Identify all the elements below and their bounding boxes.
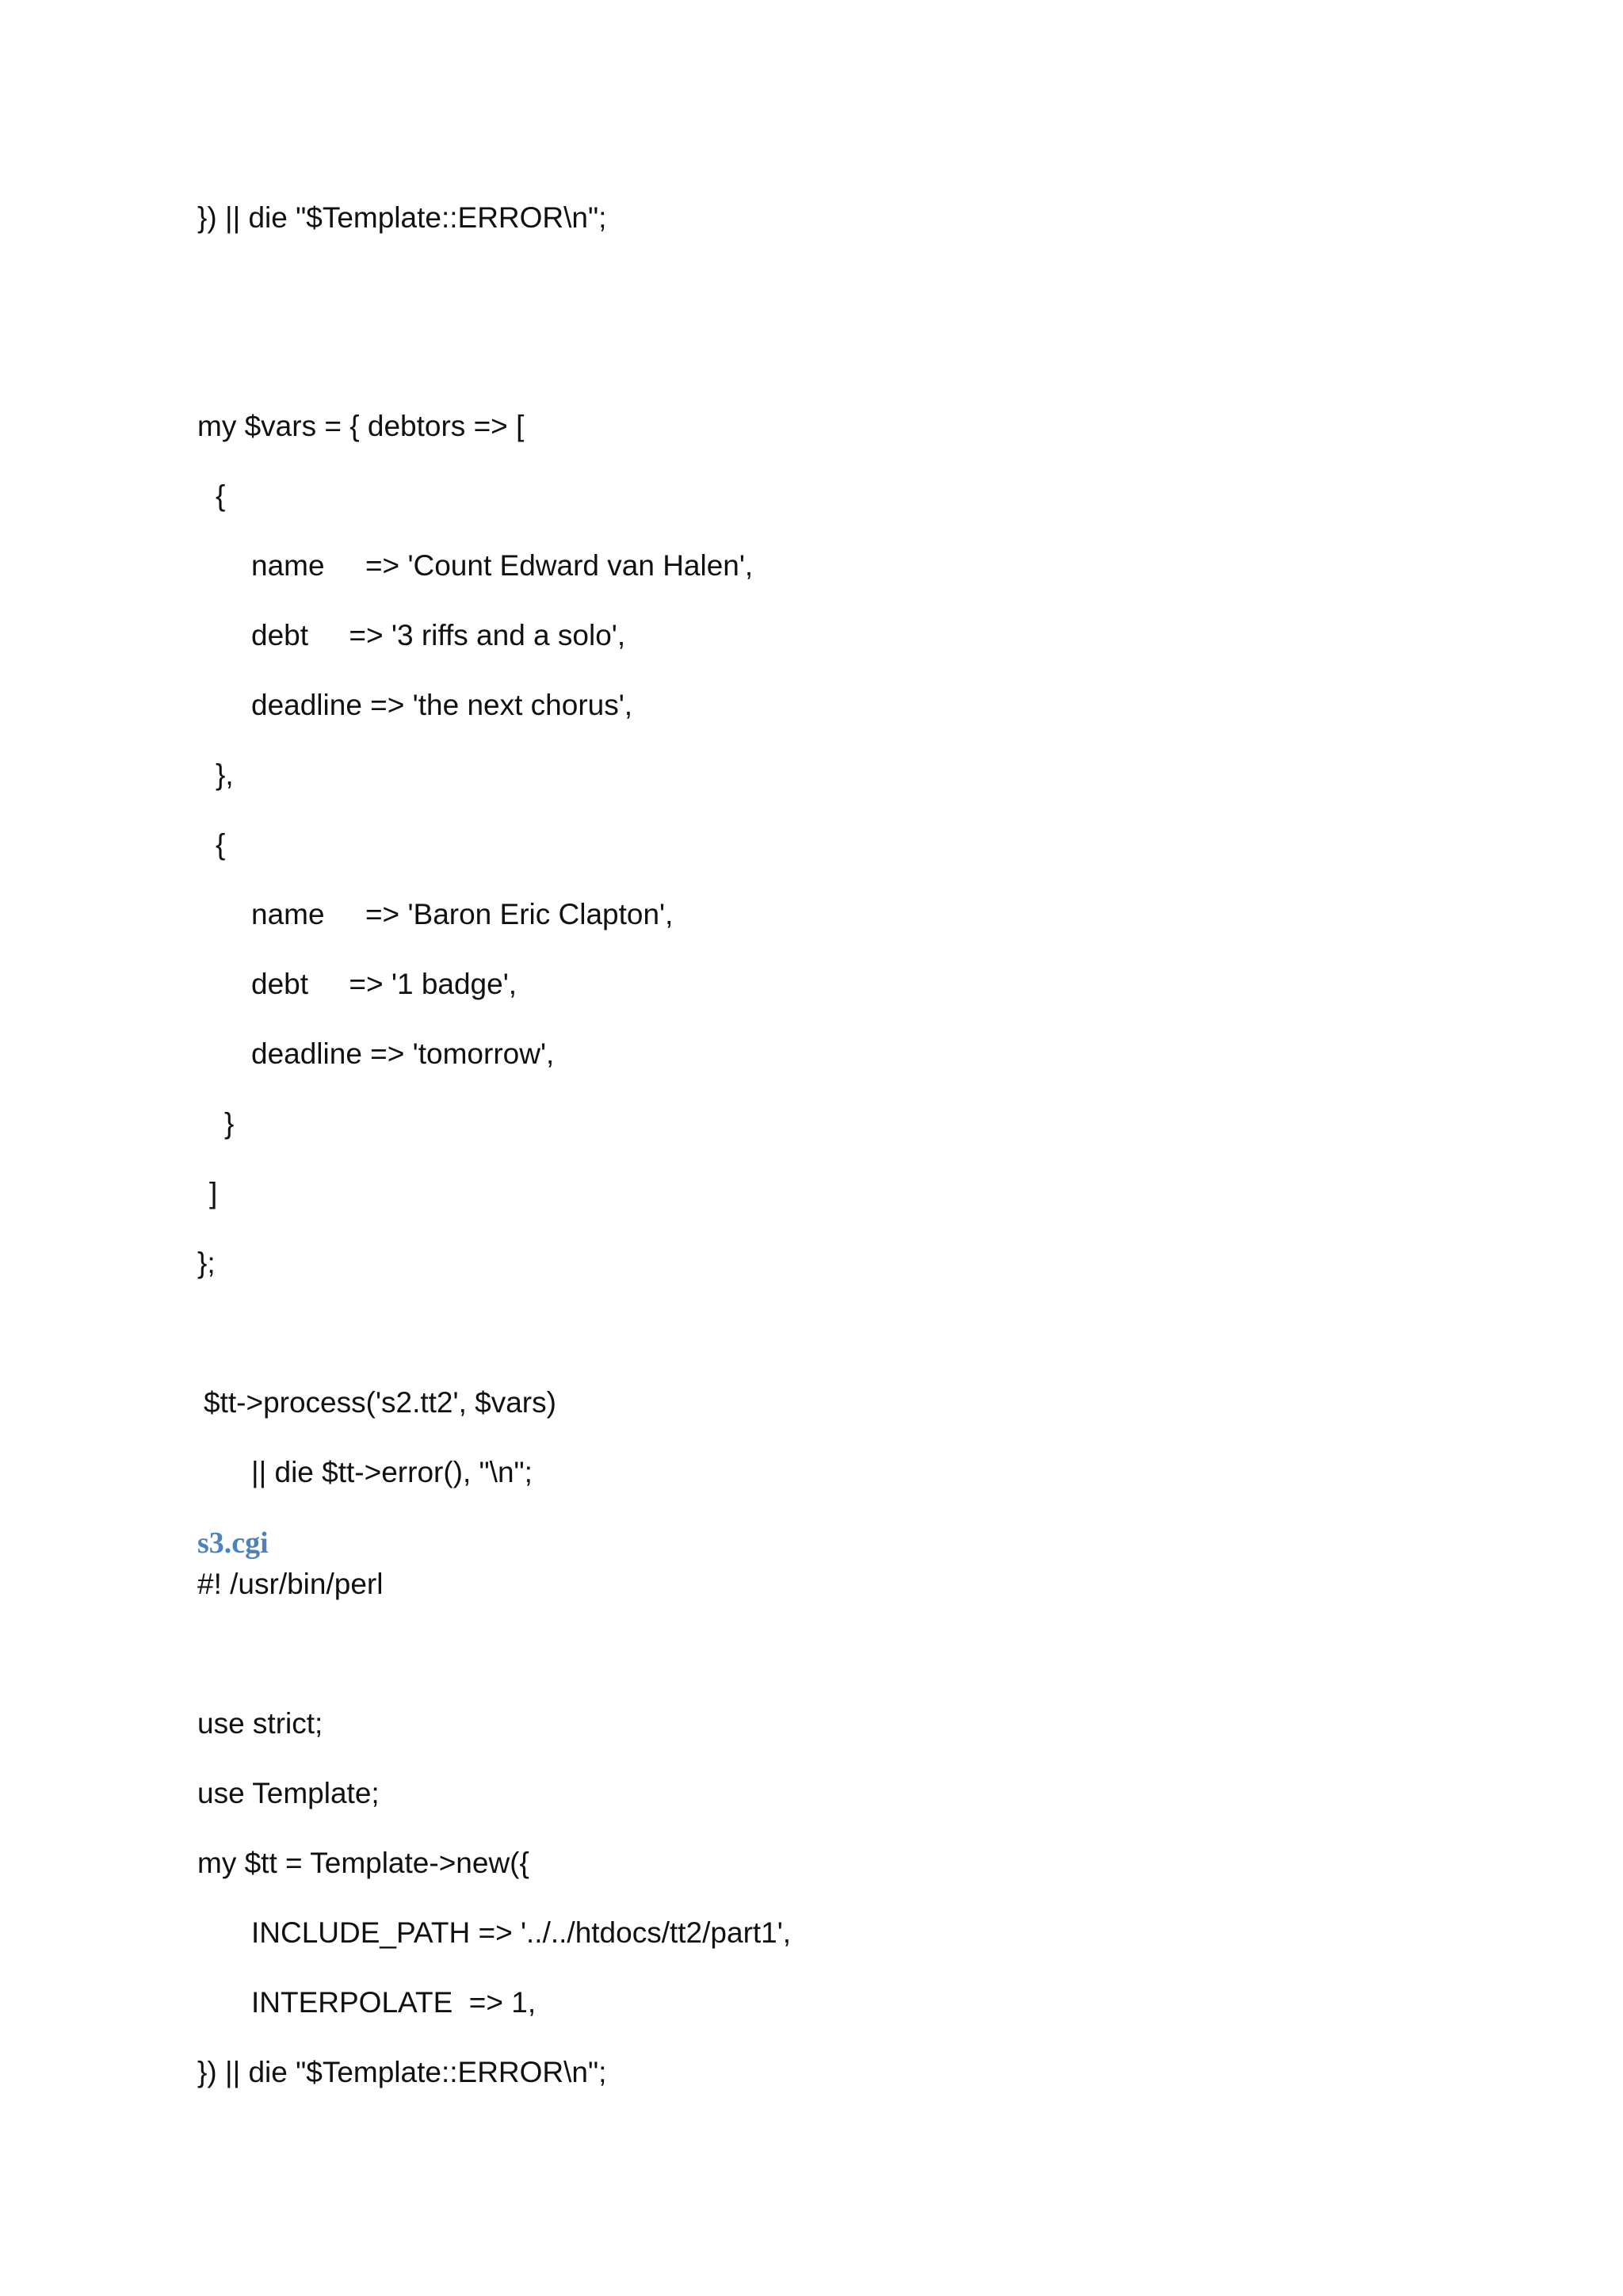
code-line: { (216, 479, 226, 512)
code-line: my $vars = { debtors => [ (197, 410, 525, 442)
code-line: debt => '1 badge', (251, 968, 517, 1000)
code-line: use strict; (197, 1707, 323, 1740)
code-line: use Template; (197, 1777, 380, 1809)
code-line: }; (197, 1247, 216, 1279)
code-line: }) || die "$Template::ERROR\n"; (197, 201, 607, 234)
code-line: } (224, 1107, 235, 1140)
code-line: name => 'Count Edward van Halen', (251, 549, 754, 582)
code-line: INTERPOLATE => 1, (251, 1986, 537, 2019)
code-line: { (216, 828, 226, 861)
code-line: }) || die "$Template::ERROR\n"; (197, 2056, 607, 2088)
code-line: #! /usr/bin/perl (197, 1568, 384, 1600)
code-line: }, (216, 758, 234, 791)
code-line: my $tt = Template->new({ (197, 1847, 529, 1879)
code-line: name => 'Baron Eric Clapton', (251, 898, 674, 930)
code-line: deadline => 'the next chorus', (251, 689, 633, 721)
code-line: debt => '3 riffs and a solo', (251, 619, 626, 651)
code-line: INCLUDE_PATH => '../../htdocs/tt2/part1', (251, 1916, 792, 1949)
section-heading: s3.cgi (197, 1526, 269, 1560)
code-line: ] (209, 1177, 218, 1209)
code-line: || die $tt->error(), "\n"; (251, 1456, 533, 1488)
code-line: deadline => 'tomorrow', (251, 1037, 555, 1070)
code-line: $tt->process('s2.tt2', $vars) (204, 1386, 556, 1419)
